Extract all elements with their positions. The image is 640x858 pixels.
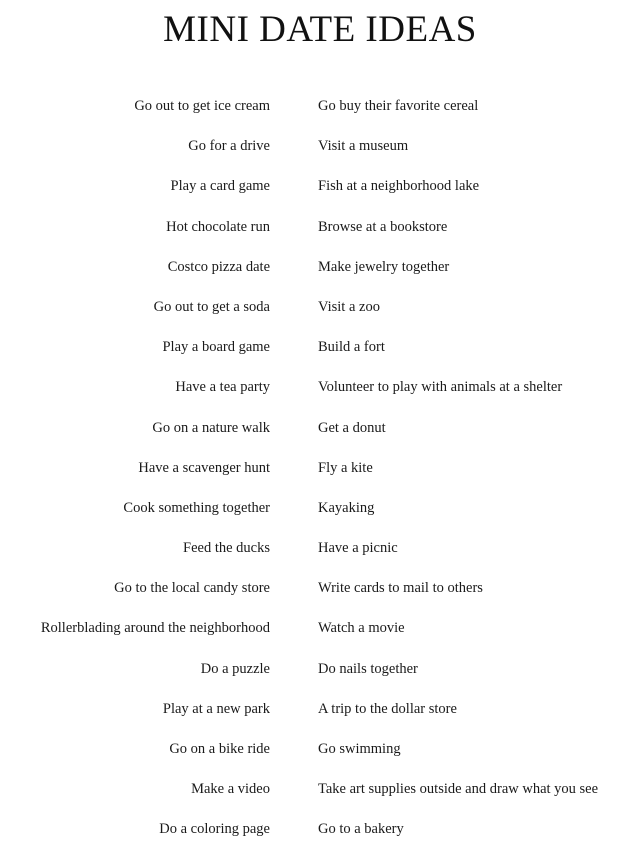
idea-right: Go buy their favorite cereal [318,98,479,114]
idea-row [0,255,640,295]
idea-row [0,215,640,255]
idea-row [0,335,640,375]
idea-left: Do a puzzle [200,660,270,677]
idea-left: Play a card game [170,178,270,195]
idea-left: Make a video [191,781,270,798]
idea-left: Rollerblading around the neighborhood [40,620,270,637]
idea-right: Make jewelry together [318,258,450,275]
idea-row [0,496,640,536]
idea-left: Go out to get ice cream [134,98,270,114]
idea-left: Have a tea party [175,379,270,396]
idea-right: Take art supplies outside and draw what you see [318,781,599,798]
idea-left: Go for a drive [188,138,270,155]
idea-row [0,375,640,415]
idea-right: Visit a museum [318,138,409,155]
idea-left: Do a coloring page [159,821,270,838]
idea-right: Do nails together [318,660,418,677]
idea-right: Browse at a bookstore [318,218,448,235]
idea-row [0,737,640,777]
idea-row [0,616,640,656]
idea-row [0,817,640,857]
idea-left: Go on a nature walk [152,419,270,436]
idea-right: A trip to the dollar store [318,700,457,717]
idea-row [0,536,640,576]
idea-row [0,174,640,214]
idea-right: Get a donut [318,419,386,436]
idea-row [0,134,640,174]
idea-row [0,657,640,697]
idea-row [0,576,640,616]
idea-left: Cook something together [123,499,270,516]
idea-left: Go to the local candy store [114,580,270,597]
idea-left: Play at a new park [162,700,270,717]
idea-right: Fish at a neighborhood lake [318,178,480,195]
idea-row [0,416,640,456]
date-ideas-list [0,94,640,858]
page-title: MINI DATE IDEAS [163,9,477,50]
idea-row [0,94,640,134]
idea-right: Fly a kite [318,459,373,476]
idea-left: Hot chocolate run [166,218,270,235]
idea-left: Have a scavenger hunt [138,459,270,476]
idea-left: Play a board game [162,339,270,356]
idea-row [0,697,640,737]
idea-left: Costco pizza date [167,258,270,275]
idea-left: Go out to get a soda [153,298,270,315]
idea-right: Visit a zoo [318,298,380,315]
idea-right: Go swimming [318,741,401,757]
idea-right: Watch a movie [318,620,405,637]
idea-right: Kayaking [318,499,375,516]
idea-row [0,295,640,335]
idea-row [0,456,640,496]
idea-right: Go to a bakery [318,821,404,838]
idea-right: Write cards to mail to others [318,580,483,597]
idea-row [0,777,640,817]
idea-right: Have a picnic [318,540,398,557]
idea-right: Volunteer to play with animals at a shelter [318,379,563,396]
idea-right: Build a fort [318,339,385,356]
idea-left: Go on a bike ride [169,741,270,757]
idea-left: Feed the ducks [183,540,270,557]
